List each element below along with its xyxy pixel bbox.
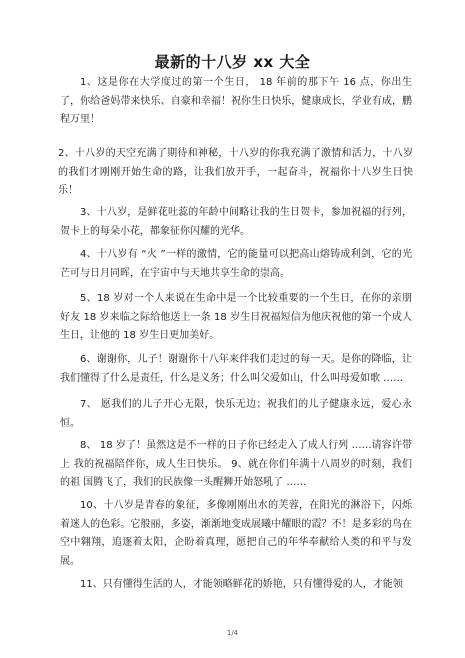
paragraph-2: 2、十八岁的天空充满了期待和神秘，十八岁的你我充满了激情和活力，十八岁的我们才刚刚开始生命的路，让我们放开手，一起奋斗，祝福你十八岁生日快乐！ bbox=[58, 148, 413, 196]
paragraph-7: 7、 愿我们的儿子开心无限，快乐无边；祝我们的儿子健康永远，爱心永恒。 bbox=[60, 399, 412, 429]
paragraph-8: 8、 18 岁了！虽然这是不一样的日子你已经走入了成人行列 ……请容许带上 我的祝福陪伴你，成人生日快乐。 9、就在你们年满十八周岁的时刻，我们的祖 国腾飞了，我们的民族像一头醒狮开始怒吼了 …… bbox=[60, 440, 412, 488]
page-number: 1/4 bbox=[226, 629, 239, 637]
paragraph-11: 11、只有懂得生活的人，才能领略鲜花的娇艳，只有懂得爱的人，才能领 bbox=[80, 579, 403, 590]
paragraph-1: 1、这是你在大学度过的第一个生日， 18 年前的那下午 16 点，你出生了，你给爸妈带来快乐、自豪和幸福！祝你生日快乐，健康成长，学业有成，鹏程万里！ bbox=[60, 77, 412, 125]
paragraph-3: 3、十八岁，是鲜花吐蕊的年龄中间略让我的生日贺卡，参加祝福的行列，贺卡上的每朵小花，都象征你闪耀的光华。 bbox=[60, 207, 412, 237]
paragraph-6: 6、谢谢你，儿子！谢谢你十八年来伴我们走过的每一天。是你的降临，让我们懂得了什么是责任，什么是义务；什么叫父爱如山，什么叫母爱如歌 …… bbox=[60, 354, 412, 384]
paragraph-10: 10、十八岁是青春的象征，多像刚刚出水的芙蓉，在阳光的淋浴下，闪烁着迷人的色彩。它般丽，多姿，渐渐地变成展曦中耀眼的霞？不！是多彩的鸟在空中翱翔，追逐着太阳，企盼着真理，愿把自己的年华奉献给人类的和平与发展。 bbox=[60, 500, 412, 567]
document-title: 最新的十八岁 xx 大全 bbox=[154, 53, 311, 71]
paragraph-4: 4、十八岁有 “火 ”一样的激情，它的能量可以把高山熔铸成利剑，它的光芒可与日月同晖，在宇宙中与天地共享生命的崇高。 bbox=[60, 249, 412, 279]
paragraph-5: 5、18 岁对一个人来说在生命中是一个比较重要的一个生日，在你的亲朋好友 18 岁来临之际给他送上一条 18 岁生日祝福短信为他庆祝他的第一个成人生日，让他的 18 岁生日更加美好。 bbox=[60, 293, 412, 341]
